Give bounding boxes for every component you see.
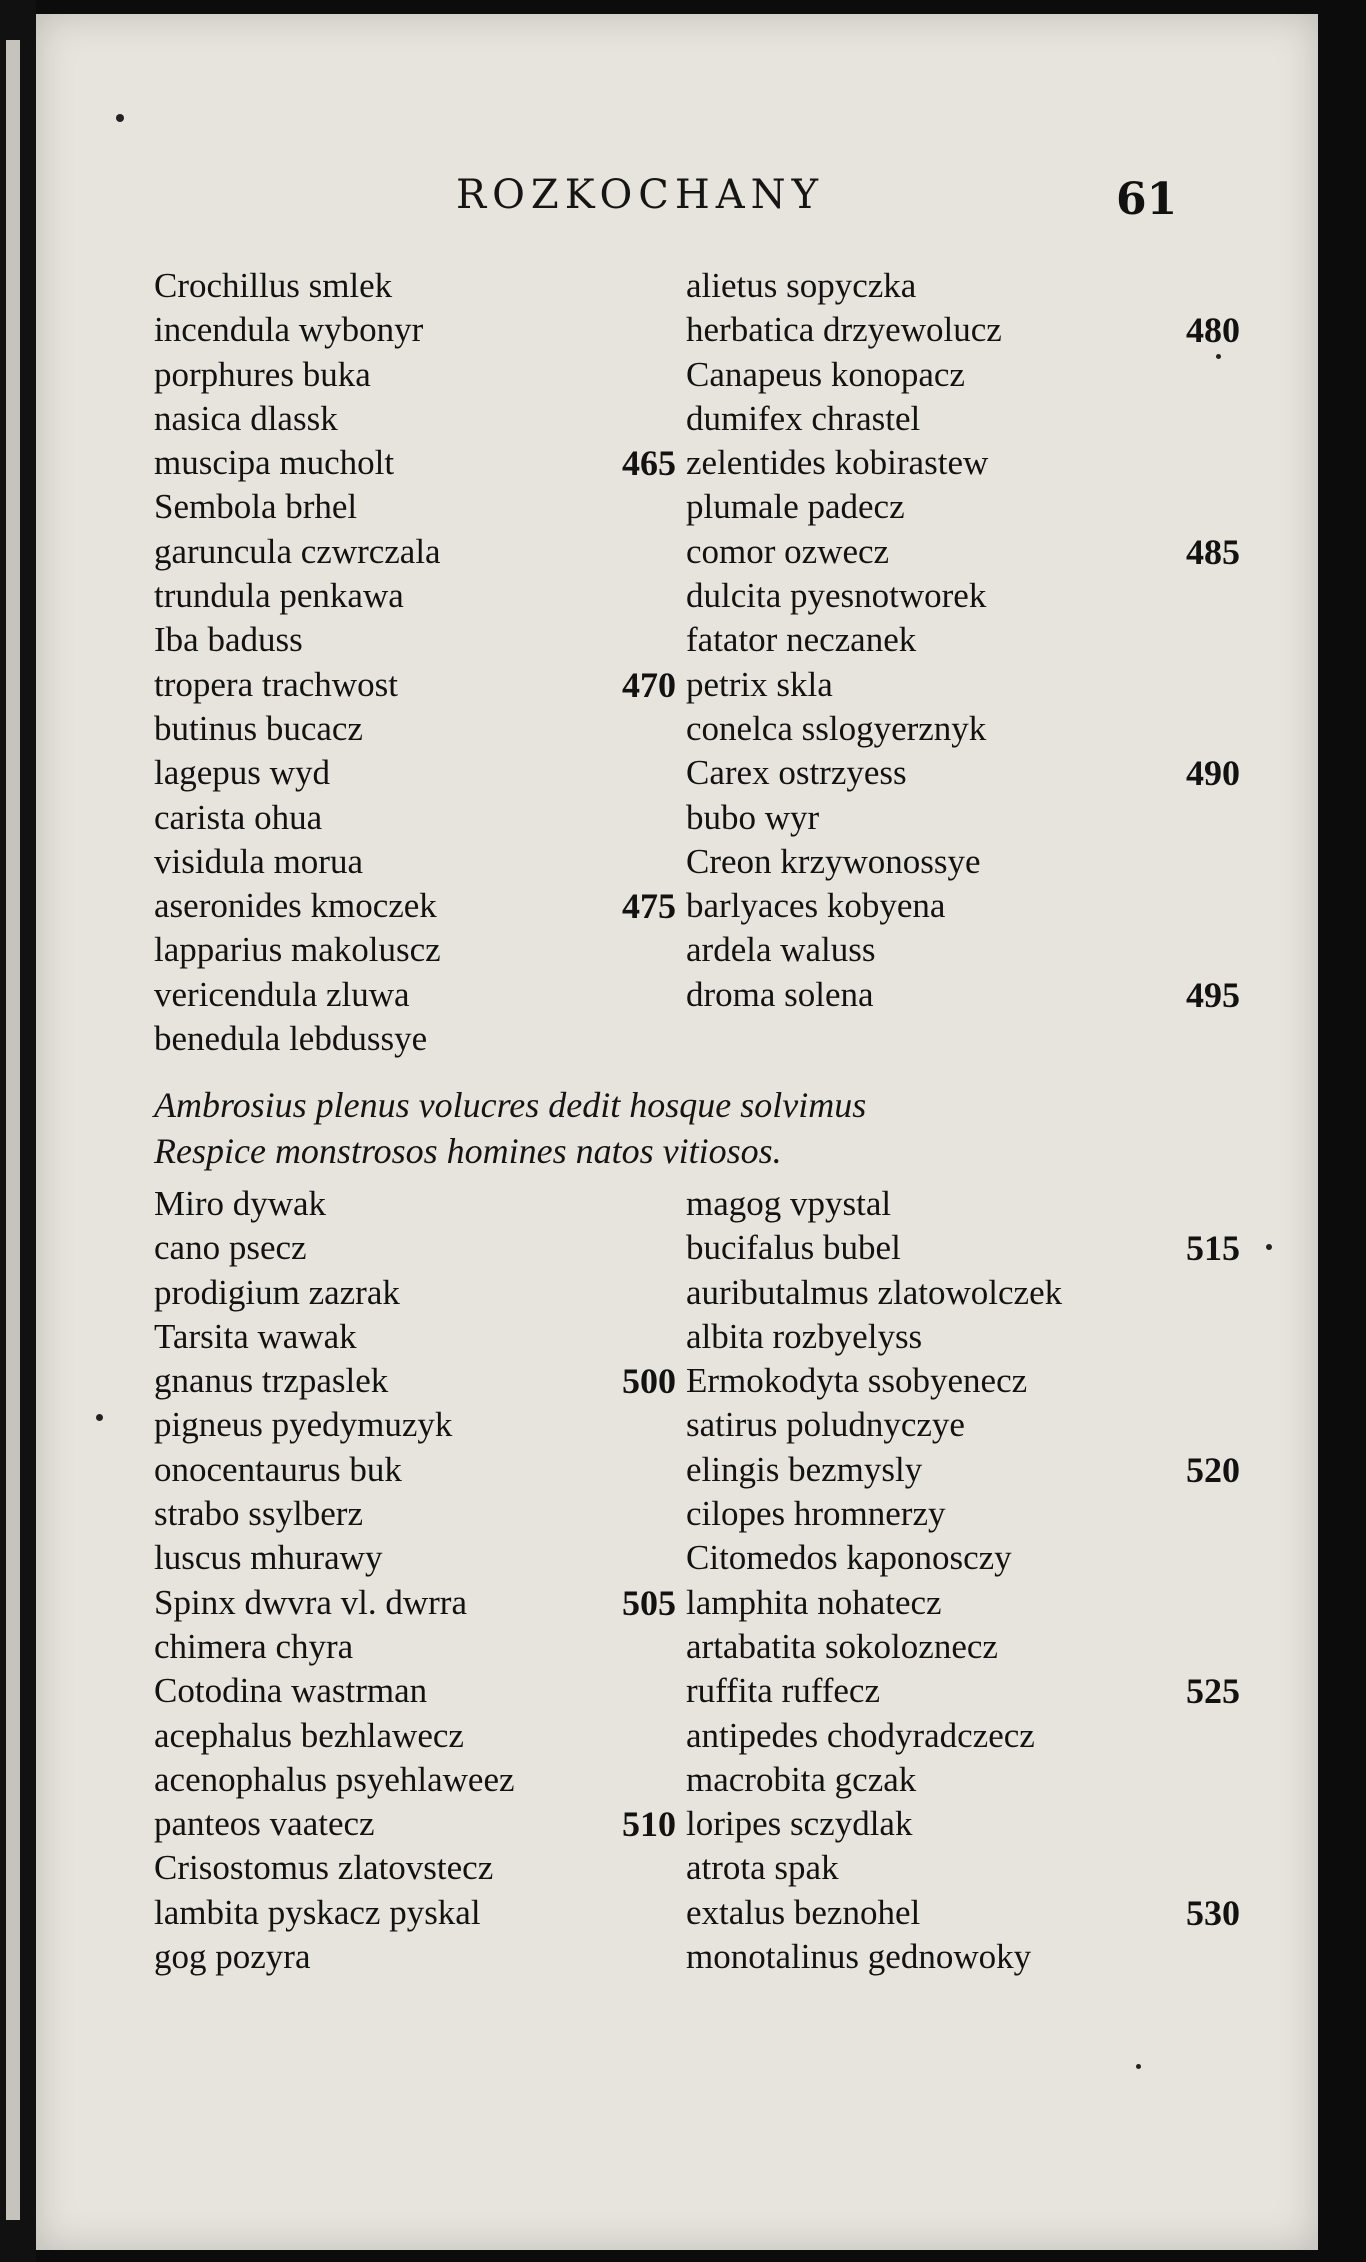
entry-text: Carex ostrzyess bbox=[686, 753, 907, 793]
scan-speck bbox=[1266, 1244, 1272, 1250]
running-title: ROZKOCHANY bbox=[456, 172, 825, 218]
entry-row bbox=[686, 1669, 1240, 1713]
entry-text: cilopes hromnerzy bbox=[686, 1494, 946, 1534]
entry-text: lambita pyskacz pyskal bbox=[154, 1892, 481, 1932]
entry-text: artabatita sokoloznecz bbox=[686, 1626, 998, 1666]
entry-row bbox=[686, 1403, 1226, 1447]
entry-text: gog pozyra bbox=[154, 1937, 311, 1977]
entry-text: lagepus wyd bbox=[154, 753, 330, 793]
entry-text: conelca sslogyerznyk bbox=[686, 708, 987, 748]
line-number: 515 bbox=[1186, 1228, 1240, 1269]
entry-text: tropera trachwost bbox=[154, 664, 398, 704]
entry-row bbox=[686, 441, 1226, 485]
entry-text: macrobita gczak bbox=[686, 1759, 917, 1799]
entry-text: chimera chyra bbox=[154, 1626, 354, 1666]
entry-text: lapparius makoluscz bbox=[154, 930, 441, 970]
line-number: 525 bbox=[1186, 1671, 1240, 1712]
entry-text: benedula lebdussye bbox=[154, 1019, 428, 1059]
entry-text: Sembola brhel bbox=[154, 487, 358, 527]
entry-row bbox=[154, 1536, 684, 1580]
entry-text: herbatica drzyewolucz bbox=[686, 310, 1002, 350]
entry-text: loripes sczydlak bbox=[686, 1804, 913, 1844]
entry-row bbox=[686, 1891, 1240, 1935]
entry-row bbox=[686, 1625, 1226, 1669]
entry-row bbox=[686, 840, 1226, 884]
entry-text: vericendula zluwa bbox=[154, 974, 410, 1014]
entry-text: cano psecz bbox=[154, 1228, 307, 1268]
entry-row bbox=[154, 1669, 684, 1713]
entry-text: albita rozbyelyss bbox=[686, 1316, 923, 1356]
entry-row bbox=[686, 1359, 1226, 1403]
entry-row bbox=[686, 397, 1226, 441]
entry-row bbox=[154, 840, 684, 884]
entry-row bbox=[154, 1714, 684, 1758]
line-number: 490 bbox=[1186, 753, 1240, 794]
left-column bbox=[154, 264, 684, 1061]
right-column bbox=[686, 264, 1240, 1017]
entry-text: muscipa mucholt bbox=[154, 443, 395, 483]
entry-text: onocentaurus buk bbox=[154, 1449, 402, 1489]
entry-text: antipedes chodyradczecz bbox=[686, 1715, 1035, 1755]
entry-text: acenophalus psyehlaweez bbox=[154, 1759, 515, 1799]
entry-row bbox=[686, 884, 1226, 928]
entry-text: magog vpystal bbox=[686, 1184, 892, 1223]
scan-speck bbox=[1136, 2064, 1141, 2069]
entry-row bbox=[154, 1891, 684, 1935]
entry-row bbox=[686, 1536, 1226, 1580]
entry-row bbox=[154, 1182, 684, 1226]
entry-row bbox=[154, 1403, 684, 1447]
entry-row bbox=[686, 663, 1226, 707]
entry-row bbox=[154, 663, 684, 707]
entry-text: panteos vaatecz bbox=[154, 1804, 375, 1844]
line-number: 530 bbox=[1186, 1892, 1240, 1933]
line-number: 510 bbox=[622, 1804, 676, 1845]
entry-row bbox=[154, 1758, 684, 1802]
entry-row bbox=[686, 1271, 1226, 1315]
entry-row bbox=[154, 308, 684, 352]
entry-row bbox=[686, 1226, 1240, 1270]
line-number: 500 bbox=[622, 1361, 676, 1402]
entry-row bbox=[154, 574, 684, 618]
entry-row bbox=[686, 1492, 1226, 1536]
entry-row bbox=[686, 530, 1240, 574]
entry-row bbox=[154, 1448, 684, 1492]
verse-line-1: Ambrosius plenus volucres dedit hosque solvimus bbox=[154, 1085, 867, 1125]
entry-row bbox=[154, 1271, 684, 1315]
entry-row bbox=[686, 1935, 1226, 1979]
entry-row bbox=[686, 707, 1226, 751]
line-number: 520 bbox=[1186, 1449, 1240, 1490]
entry-row bbox=[154, 751, 684, 795]
entry-text: elingis bezmysly bbox=[686, 1449, 923, 1489]
entry-row bbox=[686, 485, 1226, 529]
entry-row bbox=[154, 485, 684, 529]
entry-text: butinus bucacz bbox=[154, 708, 363, 748]
scan-speck bbox=[96, 1414, 103, 1421]
entry-text: comor ozwecz bbox=[686, 531, 890, 571]
entry-text: monotalinus gednowoky bbox=[686, 1937, 1032, 1977]
line-number: 485 bbox=[1186, 531, 1240, 572]
entry-text: droma solena bbox=[686, 974, 874, 1014]
entry-row bbox=[686, 973, 1240, 1017]
entry-text: barlyaces kobyena bbox=[686, 886, 946, 926]
entry-text: gnanus trzpaslek bbox=[154, 1361, 389, 1401]
entry-row bbox=[686, 928, 1226, 972]
entry-text: Spinx dwvra vl. dwrra bbox=[154, 1582, 468, 1622]
entry-text: bubo wyr bbox=[686, 797, 820, 837]
entry-row bbox=[154, 441, 684, 485]
entry-row bbox=[154, 1315, 684, 1359]
entry-row bbox=[686, 353, 1226, 397]
entry-text: plumale padecz bbox=[686, 487, 905, 527]
entry-row bbox=[154, 1581, 684, 1625]
entry-row bbox=[686, 264, 1226, 308]
entry-text: zelentides kobirastew bbox=[686, 443, 989, 483]
entry-text: Ermokodyta ssobyenecz bbox=[686, 1361, 1028, 1401]
entry-row bbox=[686, 751, 1240, 795]
entry-row bbox=[154, 884, 684, 928]
entry-row bbox=[686, 1846, 1226, 1890]
latin-verse bbox=[154, 1082, 1254, 1174]
entry-text: bucifalus bubel bbox=[686, 1228, 901, 1268]
entry-text: Miro dywak bbox=[154, 1184, 327, 1223]
entry-row bbox=[154, 618, 684, 662]
entry-text: auributalmus zlatowolczek bbox=[686, 1272, 1063, 1312]
entry-row bbox=[686, 1758, 1226, 1802]
entry-row bbox=[154, 1017, 684, 1061]
entry-text: strabo ssylberz bbox=[154, 1494, 363, 1534]
adjacent-page-strip bbox=[6, 40, 20, 2220]
entry-row bbox=[154, 353, 684, 397]
entry-text: extalus beznohel bbox=[686, 1892, 921, 1932]
entry-row bbox=[154, 1846, 684, 1890]
scan-speck bbox=[116, 114, 124, 122]
entry-row bbox=[686, 1182, 1226, 1226]
entry-row bbox=[686, 618, 1226, 662]
page-header bbox=[36, 172, 1318, 232]
entry-text: acephalus bezhlawecz bbox=[154, 1715, 464, 1755]
entry-row bbox=[154, 1935, 684, 1979]
entry-text: dulcita pyesnotworek bbox=[686, 576, 987, 616]
entry-text: ruffita ruffecz bbox=[686, 1671, 881, 1711]
entry-row bbox=[154, 530, 684, 574]
entry-text: garuncula czwrczala bbox=[154, 531, 441, 571]
entry-row bbox=[154, 796, 684, 840]
entry-row bbox=[154, 1359, 684, 1403]
entry-row bbox=[686, 1448, 1240, 1492]
line-number: 480 bbox=[1186, 310, 1240, 351]
line-number: 495 bbox=[1186, 974, 1240, 1015]
entry-text: Cotodina wastrman bbox=[154, 1671, 428, 1711]
entry-text: atrota spak bbox=[686, 1848, 839, 1888]
entry-text: dumifex chrastel bbox=[686, 398, 921, 438]
entry-text: Crisostomus zlatovstecz bbox=[154, 1848, 494, 1888]
entry-text: prodigium zazrak bbox=[154, 1272, 400, 1312]
entry-row bbox=[686, 1315, 1226, 1359]
entry-row bbox=[686, 1581, 1226, 1625]
entry-text: Canapeus konopacz bbox=[686, 354, 965, 394]
line-number: 470 bbox=[622, 664, 676, 705]
entry-text: luscus mhurawy bbox=[154, 1538, 383, 1578]
entry-text: visidula morua bbox=[154, 841, 363, 881]
entry-row bbox=[154, 1802, 684, 1846]
entry-text: incendula wybonyr bbox=[154, 310, 424, 350]
entry-row bbox=[686, 574, 1226, 618]
entry-row bbox=[686, 308, 1240, 352]
entry-text: aseronides kmoczek bbox=[154, 886, 437, 926]
line-number: 465 bbox=[622, 443, 676, 484]
entry-text: pigneus pyedymuzyk bbox=[154, 1405, 453, 1445]
entry-text: Citomedos kaponosczy bbox=[686, 1538, 1012, 1578]
entry-row bbox=[154, 264, 684, 308]
entry-text: lamphita nohatecz bbox=[686, 1582, 942, 1622]
line-number: 505 bbox=[622, 1582, 676, 1623]
entry-row bbox=[154, 1226, 684, 1270]
entry-text: petrix skla bbox=[686, 664, 833, 704]
right-column bbox=[686, 1182, 1240, 1979]
entry-text: ardela waluss bbox=[686, 930, 876, 970]
entry-row bbox=[686, 1714, 1226, 1758]
entry-text: carista ohua bbox=[154, 797, 323, 837]
entry-row bbox=[686, 1802, 1226, 1846]
entry-text: satirus poludnyczye bbox=[686, 1405, 965, 1445]
book-page bbox=[36, 14, 1318, 2250]
scan-speck bbox=[1216, 354, 1221, 359]
entry-row bbox=[154, 973, 684, 1017]
entry-text: Tarsita wawak bbox=[154, 1316, 357, 1356]
entry-row bbox=[154, 1492, 684, 1536]
entry-row bbox=[154, 707, 684, 751]
entry-text: Iba baduss bbox=[154, 620, 303, 660]
entry-row bbox=[154, 928, 684, 972]
left-column bbox=[154, 1182, 684, 1979]
entry-text: Crochillus smlek bbox=[154, 266, 393, 305]
entry-row bbox=[686, 796, 1226, 840]
entry-text: Creon krzywonossye bbox=[686, 841, 981, 881]
verse-line-2: Respice monstrosos homines natos vitiosos. bbox=[154, 1131, 782, 1171]
line-number: 475 bbox=[622, 886, 676, 927]
entry-row bbox=[154, 1625, 684, 1669]
entry-text: alietus sopyczka bbox=[686, 266, 917, 305]
entry-text: nasica dlassk bbox=[154, 398, 338, 438]
scan-left-edge bbox=[0, 0, 36, 2262]
entry-text: porphures buka bbox=[154, 354, 371, 394]
entry-text: fatator neczanek bbox=[686, 620, 917, 660]
entry-row bbox=[154, 397, 684, 441]
entry-text: trundula penkawa bbox=[154, 576, 404, 616]
page-number: 61 bbox=[1116, 174, 1178, 225]
